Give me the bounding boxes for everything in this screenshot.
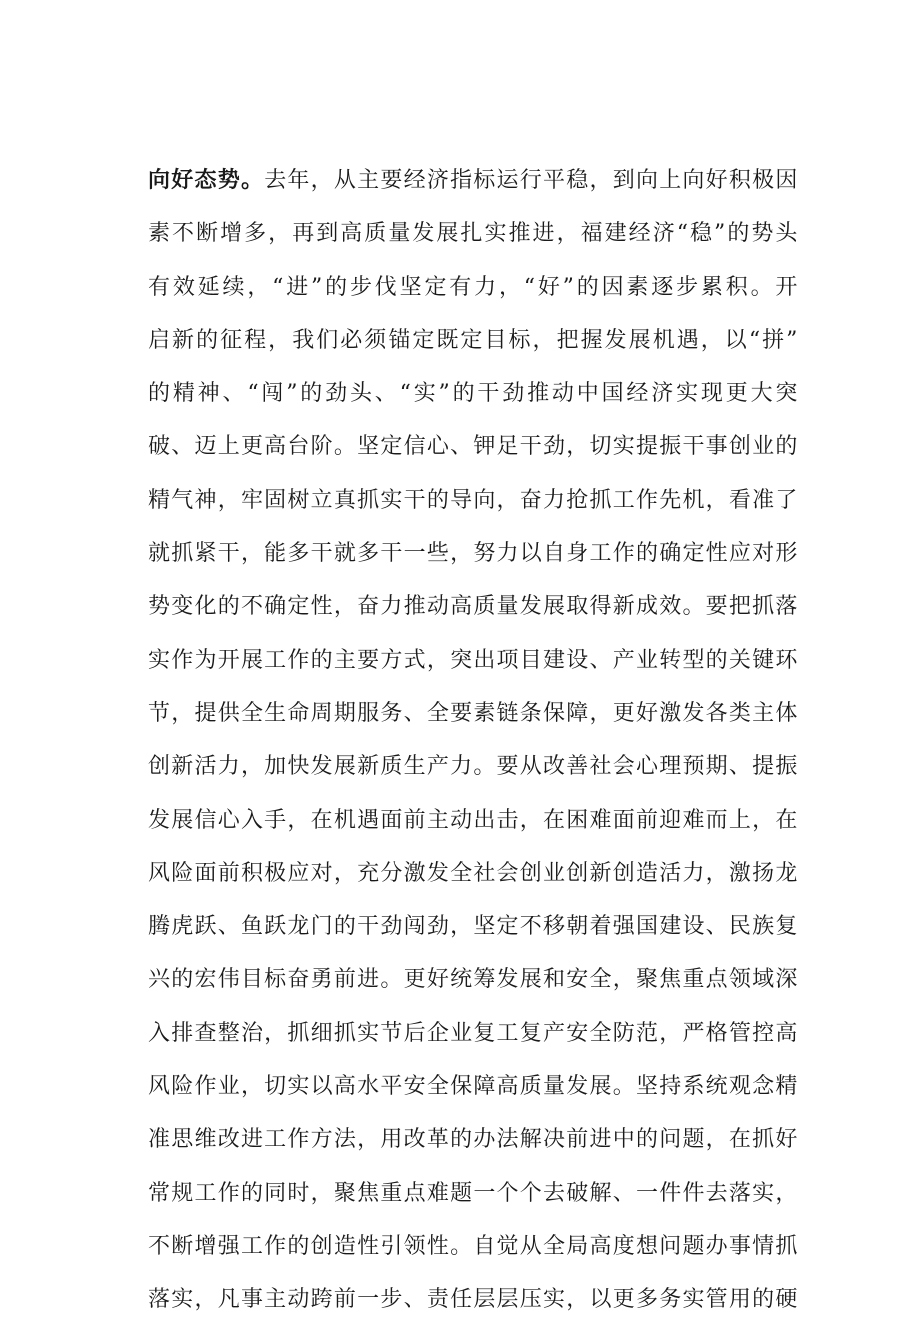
line-text: 风险作业，切实以高水平安全保障高质量发展。坚持系统观念精 [148,1074,798,1100]
paragraph-line-4 [148,314,798,367]
bold-lead-phrase: 向好态势。 [148,167,265,193]
line-text: 兴的宏伟目标奋勇前进。更好统筹发展和安全，聚焦重点领域深 [148,967,798,993]
paragraph-line-1 [148,154,798,207]
line-text: 势变化的不确定性，奋力推动高质量发展取得新成效。要把抓落 [148,594,798,620]
paragraph-line-11 [148,687,798,740]
line-text: 常规工作的同时，聚焦重点难题一个个去破解、一件件去落实， [148,1180,798,1206]
line-text: 实作为开展工作的主要方式，突出项目建设、产业转型的关键环 [148,647,798,673]
line-text: 启新的征程，我们必须锚定既定目标，把握发展机遇，以“拼” [148,327,798,353]
paragraph-line-10 [148,634,798,687]
paragraph-line-9 [148,580,798,633]
line-text: 落实，凡事主动跨前一步、责任层层压实，以更多务实管用的硬 [148,1287,798,1313]
line-text: 准思维改进工作方法，用改革的办法解决前进中的问题，在抓好 [148,1127,798,1153]
paragraph-line-14 [148,847,798,900]
line-text: 去年，从主要经济指标运行平稳，到向上向好积极因 [264,168,798,193]
paragraph-line-18 [148,1060,798,1113]
paragraph-line-5 [148,367,798,420]
paragraph-line-20 [148,1167,798,1220]
paragraph-line-3 [148,261,798,314]
line-text: 发展信心入手，在机遇面前主动出击，在困难面前迎难而上，在 [148,807,798,833]
line-text: 素不断增多，再到高质量发展扎实推进，福建经济“稳”的势头 [148,221,798,247]
line-text: 精气神，牢固树立真抓实干的导向，奋力抢抓工作先机，看准了 [148,487,798,513]
paragraph-line-8 [148,527,798,580]
line-text: 入排查整治，抓细抓实节后企业复工复产安全防范，严格管控高 [148,1020,798,1046]
line-text: 创新活力，加快发展新质生产力。要从改善社会心理预期、提振 [148,754,798,780]
paragraph-line-2 [148,207,798,260]
line-text: 腾虎跃、鱼跃龙门的干劲闯劲，坚定不移朝着强国建设、民族复 [148,914,798,940]
paragraph-line-15 [148,900,798,953]
paragraph-line-16 [148,953,798,1006]
line-text: 就抓紧干，能多干就多干一些，努力以自身工作的确定性应对形 [148,541,798,567]
paragraph-line-19 [148,1113,798,1166]
paragraph-line-21 [148,1220,798,1273]
paragraph-line-7 [148,474,798,527]
body-paragraph [148,154,798,1327]
line-text: 节，提供全生命周期服务、全要素链条保障，更好激发各类主体 [148,700,798,726]
line-text: 破、迈上更高台阶。坚定信心、钾足干劲，切实提振干事创业的 [148,434,798,460]
line-text: 有效延续，“进”的步伐坚定有力，“好”的因素逐步累积。开 [148,274,798,300]
line-text: 的精神、“闯”的劲头、“实”的干劲推动中国经济实现更大突 [148,381,798,407]
paragraph-line-22 [148,1273,798,1326]
line-text: 不断增强工作的创造性引领性。自觉从全局高度想问题办事情抓 [148,1233,798,1259]
line-text: 风险面前积极应对，充分激发全社会创业创新创造活力，激扬龙 [148,860,798,886]
paragraph-line-13 [148,794,798,847]
paragraph-line-6 [148,420,798,473]
paragraph-line-12 [148,740,798,793]
paragraph-line-17 [148,1007,798,1060]
